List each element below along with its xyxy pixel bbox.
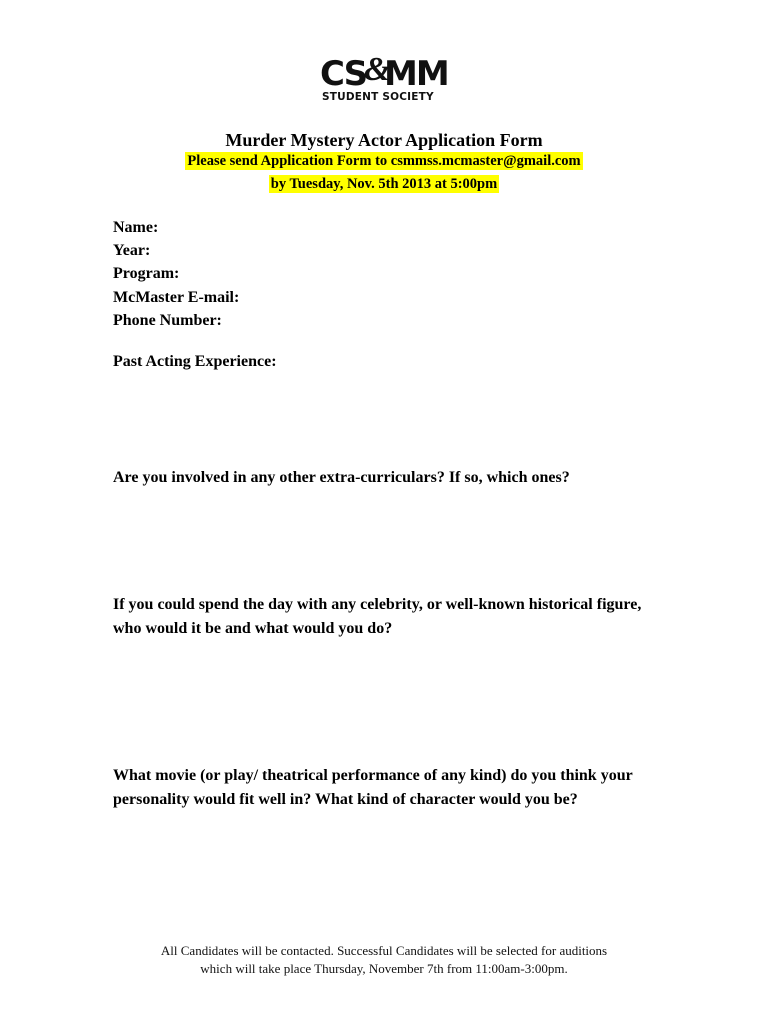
- question-experience: Past Acting Experience:: [113, 353, 277, 370]
- footer-line-2: which will take place Thursday, November 7th from 11:00am-3:00pm.: [200, 961, 568, 976]
- logo-mark: [320, 51, 448, 94]
- form-title: Murder Mystery Actor Application Form: [225, 130, 543, 150]
- footer-line-1: All Candidates will be contacted. Successful Candidates will be selected for auditions: [160, 943, 608, 958]
- logo-mark-right: MM: [384, 54, 448, 94]
- name-label: Name:: [113, 219, 159, 236]
- question-extracurriculars: Are you involved in any other extra-curriculars? If so, which ones?: [113, 469, 570, 486]
- year-label: Year:: [113, 242, 151, 259]
- program-label: Program:: [113, 265, 180, 282]
- phone-label: Phone Number:: [113, 312, 222, 329]
- footer-note: [0, 942, 768, 978]
- question-celebrity: If you could spend the day with any celebrity, or well-known historical figure, who would it be and what would you do?: [113, 596, 642, 637]
- logo-mark-ampersand: &: [364, 51, 389, 88]
- instruction-line-1: [0, 151, 768, 171]
- society-logo: [320, 51, 450, 105]
- question-movie: What movie (or play/ theatrical performance of any kind) do you think your personality would fit well in? What kind of character would you be?: [113, 767, 633, 808]
- instruction-line-2: [0, 174, 768, 194]
- instruction-highlight-2: by Tuesday, Nov. 5th 2013 at 5:00pm: [270, 176, 498, 192]
- logo-mark-left: CS: [320, 54, 367, 94]
- logo-subtitle: STUDENT SOCIETY: [322, 91, 434, 103]
- email-label: McMaster E-mail:: [113, 289, 240, 306]
- instruction-highlight-1: Please send Application Form to csmmss.mcmaster@gmail.com: [187, 153, 581, 169]
